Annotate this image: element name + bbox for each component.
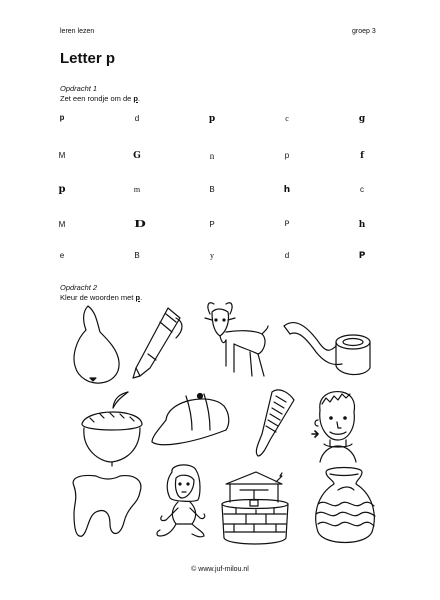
- opdracht2-instruction-letter: p: [135, 293, 141, 302]
- cap-icon[interactable]: [152, 394, 229, 445]
- letter-cell[interactable]: p: [59, 114, 65, 123]
- letter-cell[interactable]: D: [134, 220, 146, 230]
- header-subject: leren lezen: [60, 28, 95, 35]
- opdracht2-instruction-text: Kleur de woorden met: [60, 293, 136, 302]
- opdracht1-instruction-letter: p: [133, 94, 138, 103]
- letter-cell[interactable]: y: [210, 251, 214, 260]
- opdracht1-instruction-end: .: [137, 94, 141, 103]
- doll-icon[interactable]: [157, 465, 205, 537]
- letter-cell[interactable]: P: [209, 220, 215, 229]
- letter-cell[interactable]: h: [283, 185, 291, 195]
- letter-cell[interactable]: p: [58, 184, 66, 195]
- letter-cell[interactable]: h: [358, 220, 366, 230]
- letter-cell[interactable]: B: [134, 251, 140, 260]
- letter-cell[interactable]: c: [285, 114, 289, 123]
- tooth-icon[interactable]: [73, 475, 141, 536]
- well-icon[interactable]: [222, 472, 288, 544]
- pear-icon[interactable]: [74, 306, 119, 383]
- acorn-icon[interactable]: [82, 392, 142, 466]
- letter-cell[interactable]: d: [134, 114, 140, 123]
- goat-icon[interactable]: [205, 303, 268, 376]
- letter-cell[interactable]: G: [133, 151, 141, 161]
- letter-cell[interactable]: e: [59, 251, 65, 260]
- letter-cell[interactable]: n: [209, 151, 215, 161]
- letter-cell[interactable]: P: [284, 220, 290, 229]
- letter-cell[interactable]: m: [133, 185, 141, 194]
- header-grade: groep 3: [352, 28, 376, 35]
- letter-cell[interactable]: p: [284, 151, 290, 160]
- letter-cell[interactable]: M: [58, 220, 66, 229]
- footer-copyright: © www.juf-milou.nl: [191, 566, 249, 573]
- letter-cell[interactable]: p: [208, 114, 216, 124]
- letter-cell[interactable]: d: [284, 251, 290, 260]
- letter-cell[interactable]: M: [58, 151, 66, 160]
- pen-icon[interactable]: [133, 308, 182, 378]
- letter-cell[interactable]: g: [358, 114, 366, 124]
- letter-cell[interactable]: P: [358, 251, 366, 261]
- opdracht2-heading: Opdracht 2: [60, 283, 98, 292]
- letter-cell[interactable]: f: [360, 151, 364, 161]
- comb-icon[interactable]: [256, 390, 294, 456]
- letter-cell[interactable]: c: [360, 185, 364, 194]
- vase-icon[interactable]: [316, 468, 375, 543]
- opdracht2-instruction-end: .: [140, 293, 143, 302]
- boy-icon[interactable]: [312, 392, 356, 462]
- letter-cell[interactable]: B: [209, 185, 215, 194]
- pipe-icon[interactable]: [284, 323, 370, 375]
- opdracht1-instruction-text: Zet een rondje om de: [60, 94, 134, 103]
- opdracht1-heading: Opdracht 1: [60, 84, 98, 93]
- page-title: Letter p: [60, 50, 116, 67]
